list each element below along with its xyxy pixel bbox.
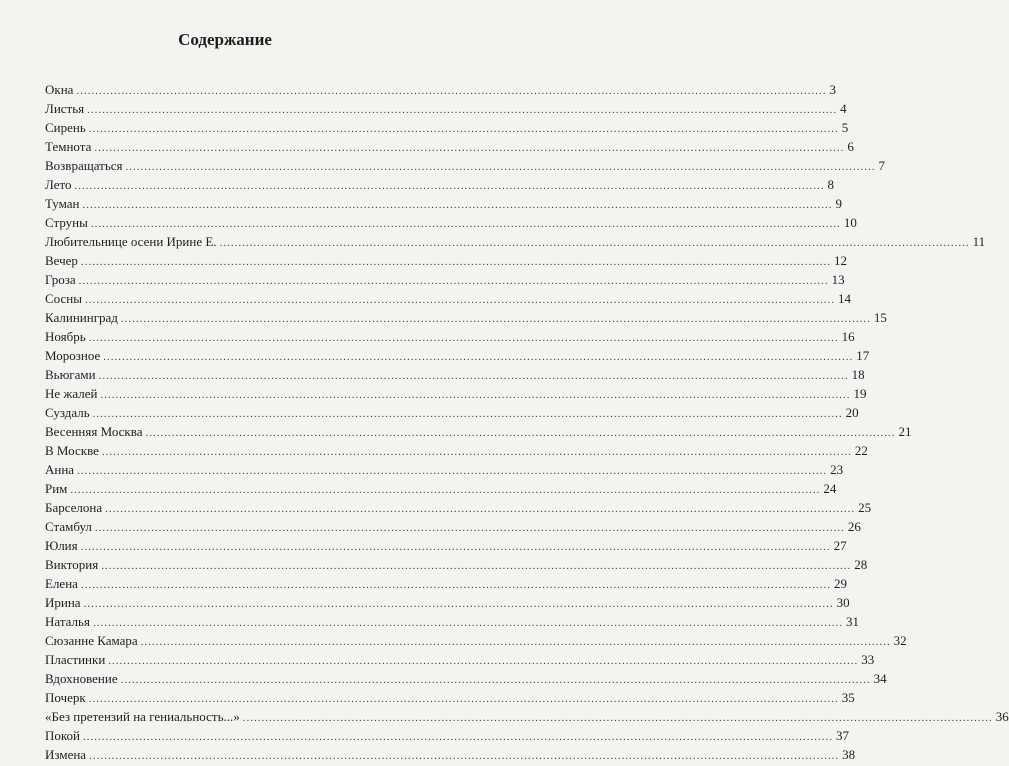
toc-entry (45, 612, 859, 631)
toc-entry (45, 460, 844, 479)
toc-entry (45, 574, 847, 593)
toc-leader-dots: ........................................................................................................................................................................................................ (242, 712, 993, 724)
toc-entry-page-number: 21 (898, 424, 912, 439)
toc-entry-page-number: 22 (854, 443, 868, 458)
toc-leader-dots: ........................................................................................................................................................................................................ (80, 579, 831, 591)
toc-entry (45, 137, 854, 156)
toc-entry (45, 251, 847, 270)
toc-entry (45, 213, 857, 232)
toc-entry (45, 232, 986, 251)
toc-entry-page-number: 37 (836, 728, 850, 743)
toc-entry (45, 631, 907, 650)
toc-entry-title: Туман (45, 196, 80, 211)
toc-leader-dots: ........................................................................................................................................................................................................ (108, 655, 859, 667)
toc-leader-dots: ........................................................................................................................................................................................................ (94, 522, 845, 534)
toc-entry (45, 441, 868, 460)
toc-entry-page-number: 27 (833, 538, 847, 553)
toc-leader-dots: ........................................................................................................................................................................................................ (92, 408, 843, 420)
toc-entry (45, 289, 851, 308)
toc-entry (45, 688, 855, 707)
toc-leader-dots: ........................................................................................................................................................................................................ (101, 560, 852, 572)
toc-leader-dots: ........................................................................................................................................................................................................ (82, 199, 833, 211)
toc-entry (45, 479, 837, 498)
toc-entry-title: Окна (45, 82, 74, 97)
toc-entry-page-number: 19 (853, 386, 867, 401)
toc-leader-dots: ........................................................................................................................................................................................................ (88, 693, 839, 705)
toc-entry-title: Виктория (45, 557, 99, 572)
toc-entry-page-number: 38 (842, 747, 856, 762)
toc-entry-page-number: 4 (840, 101, 847, 116)
toc-entry-page-number: 31 (845, 614, 859, 629)
toc-entry-page-number: 17 (856, 348, 870, 363)
toc-entry-page-number: 14 (837, 291, 851, 306)
toc-entry-title: Сюзанне Камара (45, 633, 138, 648)
toc-entry-page-number: 20 (845, 405, 859, 420)
toc-entry (45, 403, 859, 422)
toc-entry-page-number: 15 (873, 310, 887, 325)
toc-entry (45, 346, 870, 365)
toc-entry-title: Суздаль (45, 405, 90, 420)
toc-leader-dots: ........................................................................................................................................................................................................ (101, 446, 852, 458)
toc-entry-page-number: 29 (833, 576, 847, 591)
toc-leader-dots: ........................................................................................................................................................................................................ (83, 731, 834, 743)
toc-leader-dots: ........................................................................................................................................................................................................ (83, 598, 834, 610)
toc-entry-page-number: 10 (843, 215, 857, 230)
toc-entry (45, 156, 886, 175)
toc-entry-page-number: 6 (847, 139, 854, 154)
toc-entry-page-number: 32 (893, 633, 907, 648)
toc-entry-title: Юлия (45, 538, 78, 553)
toc-entry-page-number: 36 (995, 709, 1009, 724)
toc-entry (45, 517, 861, 536)
toc-entry-page-number: 16 (841, 329, 855, 344)
toc-entry-page-number: 5 (841, 120, 849, 135)
toc-entry (45, 726, 850, 745)
toc-entry-title: Весенняя Москва (45, 424, 143, 439)
toc-entry-title: Гроза (45, 272, 76, 287)
toc-leader-dots: ........................................................................................................................................................................................................ (103, 351, 854, 363)
toc-entry-title: Покой (45, 728, 81, 743)
toc-entry (45, 384, 867, 403)
toc-leader-dots: ........................................................................................................................................................................................................ (76, 85, 827, 97)
toc-entry-page-number: 26 (847, 519, 861, 534)
toc-entry-page-number: 9 (835, 196, 842, 211)
toc-leader-dots: ........................................................................................................................................................................................................ (92, 617, 843, 629)
toc-leader-dots: ........................................................................................................................................................................................................ (140, 636, 891, 648)
toc-entry (45, 422, 912, 441)
toc-entry (45, 118, 849, 137)
toc-entry-title: Сирень (45, 120, 86, 135)
toc-leader-dots: ........................................................................................................................................................................................................ (105, 503, 856, 515)
toc-entry-title: Рим (45, 481, 68, 496)
toc-entry-title: Вьюгами (45, 367, 96, 382)
toc-entry-title: Сосны (45, 291, 82, 306)
toc-leader-dots: ........................................................................................................................................................................................................ (125, 161, 876, 173)
toc-entry-page-number: 35 (841, 690, 855, 705)
toc-leader-dots: ........................................................................................................................................................................................................ (89, 750, 840, 762)
toc-entry-page-number: 25 (858, 500, 872, 515)
toc-entry (45, 593, 850, 612)
toc-entry-page-number: 34 (873, 671, 887, 686)
toc-entry (45, 308, 887, 327)
toc-leader-dots: ........................................................................................................................................................................................................ (74, 180, 825, 192)
toc-leader-dots: ........................................................................................................................................................................................................ (94, 142, 845, 154)
toc-entry (45, 707, 1009, 726)
toc-entry (45, 80, 836, 99)
toc-entry-title: Вдохновение (45, 671, 118, 686)
toc-entry-page-number: 23 (830, 462, 844, 477)
toc-entry-page-number: 28 (854, 557, 868, 572)
toc-leader-dots: ........................................................................................................................................................................................................ (90, 218, 841, 230)
toc-entry-page-number: 3 (829, 82, 836, 97)
toc-entry-page-number: 33 (861, 652, 875, 667)
toc-leader-dots: ........................................................................................................................................................................................................ (78, 275, 829, 287)
toc-entry-title: Не жалей (45, 386, 98, 401)
toc-entry-title: Измена (45, 747, 87, 762)
toc-entry-title: Лето (45, 177, 72, 192)
toc-entry-title: Почерк (45, 690, 86, 705)
toc-leader-dots: ........................................................................................................................................................................................................ (120, 674, 871, 686)
toc-entry-title: Барселона (45, 500, 103, 515)
toc-entry (45, 669, 887, 688)
toc-entry-title: Темнота (45, 139, 92, 154)
toc-leader-dots: ........................................................................................................................................................................................................ (219, 237, 970, 249)
toc-entry-title: Струны (45, 215, 88, 230)
toc-entry-page-number: 7 (878, 158, 886, 173)
toc-leader-dots: ........................................................................................................................................................................................................ (70, 484, 821, 496)
toc-entry-title: Вечер (45, 253, 78, 268)
toc-leader-dots: ........................................................................................................................................................................................................ (88, 123, 839, 135)
toc-entry-page-number: 11 (972, 234, 986, 249)
toc-entry-title: Стамбул (45, 519, 92, 534)
toc-entry (45, 365, 865, 384)
toc-entry (45, 327, 855, 346)
toc-entry (45, 270, 845, 289)
toc-entry-title: Калининград (45, 310, 118, 325)
toc-entry-title: Елена (45, 576, 78, 591)
toc-leader-dots: ........................................................................................................................................................................................................ (88, 332, 839, 344)
toc-entry-title: Возвращаться (45, 158, 123, 173)
toc-entry-title: Анна (45, 462, 75, 477)
toc-entry-title: Ирина (45, 595, 81, 610)
toc-entry-page-number: 30 (836, 595, 850, 610)
toc-entry-page-number: 18 (851, 367, 865, 382)
toc-entry (45, 99, 847, 118)
toc-entry (45, 194, 842, 213)
page-title: Содержание (178, 30, 272, 49)
toc-entry-title: Пластинки (45, 652, 106, 667)
toc-entry (45, 536, 847, 555)
toc-entry-title: Морозное (45, 348, 101, 363)
toc-entry-page-number: 13 (831, 272, 845, 287)
toc-leader-dots: ........................................................................................................................................................................................................ (100, 389, 851, 401)
toc-leader-dots: ........................................................................................................................................................................................................ (87, 104, 838, 116)
toc-leader-dots: ........................................................................................................................................................................................................ (98, 370, 849, 382)
toc-leader-dots: ........................................................................................................................................................................................................ (77, 465, 828, 477)
table-of-contents (45, 80, 1009, 764)
toc-leader-dots: ........................................................................................................................................................................................................ (84, 294, 835, 306)
toc-entry (45, 650, 875, 669)
toc-entry (45, 745, 856, 764)
toc-entry (45, 498, 872, 517)
toc-entry-title: Наталья (45, 614, 90, 629)
toc-leader-dots: ........................................................................................................................................................................................................ (145, 427, 896, 439)
toc-leader-dots: ........................................................................................................................................................................................................ (80, 256, 831, 268)
toc-entry-page-number: 8 (827, 177, 835, 192)
toc-entry-page-number: 24 (823, 481, 837, 496)
toc-entry-title: Листья (45, 101, 85, 116)
toc-entry-page-number: 12 (833, 253, 847, 268)
toc-entry-title: В Москве (45, 443, 99, 458)
toc-entry (45, 175, 835, 194)
toc-entry-title: «Без претензий на гениальность...» (45, 709, 240, 724)
toc-leader-dots: ........................................................................................................................................................................................................ (120, 313, 871, 325)
toc-entry-title: Ноябрь (45, 329, 86, 344)
toc-entry (45, 555, 868, 574)
toc-entry-title: Любительнице осени Ирине Е. (45, 234, 217, 249)
toc-leader-dots: ........................................................................................................................................................................................................ (80, 541, 831, 553)
